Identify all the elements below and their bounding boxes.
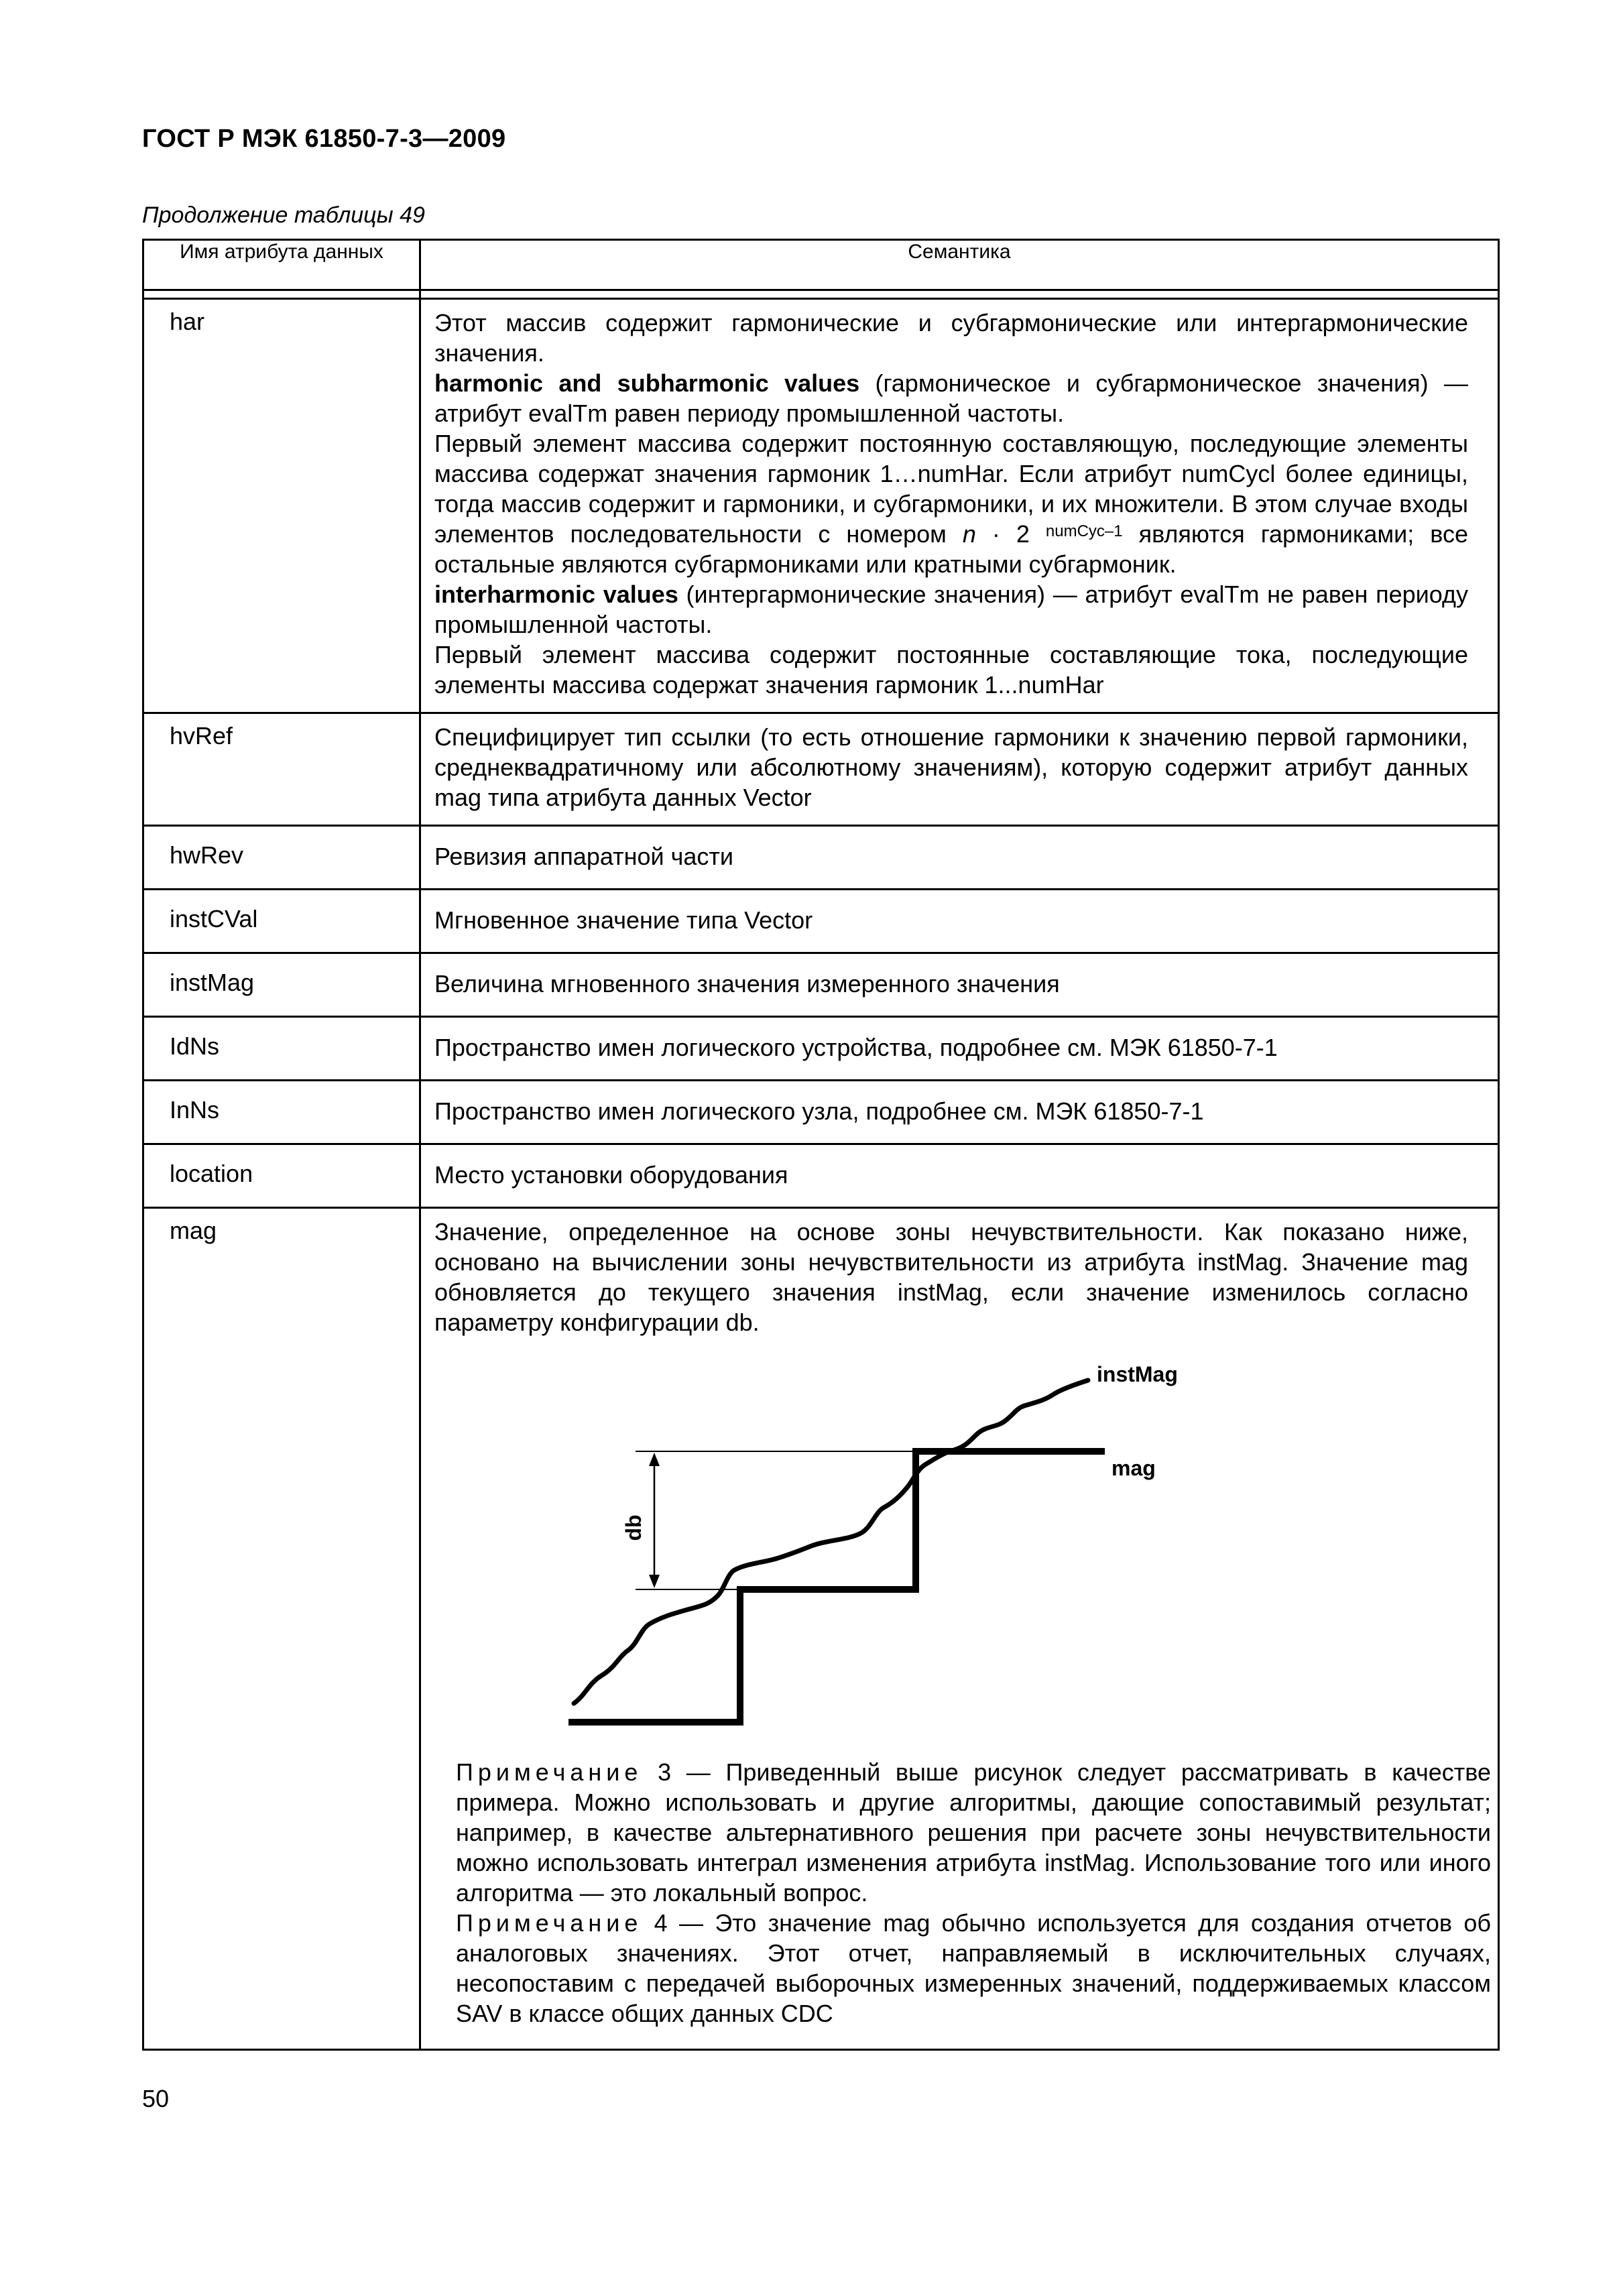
har-paragraph [434,428,1468,579]
table-caption: Продолжение таблицы 49 [142,202,425,228]
table-row [143,1208,1499,2050]
col2-header: Семантика [420,240,1499,290]
mag-step-line [568,1451,1105,1722]
attribute-semantics: Пространство имен логического устройства, подробнее см. МЭК 61850-7-1 [434,1034,1278,1061]
attribute-name: InNs [170,1096,220,1124]
har-paragraph: Первый элемент массива содержит постоянные составляющие тока, последующие элементы массива содержат значения гармоник 1...numHar [434,641,1468,699]
bold-term: interharmonic values [434,581,678,608]
har-text: Первый элемент массива содержит постоянную составляющую, последующие элементы массива содержат значения гармоник 1…numHar. Если атрибут numCycl более единицы, тогда массив содержит и гармоники, и субгармоники, и их множители. В этом случае входы элементов последовательности с номером [434,430,1468,548]
table-row [143,1017,1499,1081]
italic-n: n [962,520,976,548]
attribute-name: instCVal [170,905,258,932]
table-row [143,1144,1499,1208]
note-label: Примечание [456,1909,643,1937]
har-text: являются гармониками; все остальные являются субгармониками или кратными субгармоник. [434,520,1469,578]
attribute-name: hvRef [170,722,233,749]
document-header: ГОСТ Р МЭК 61850-7-3—2009 [142,125,506,153]
attribute-semantics: Ревизия аппаратной части [434,843,733,870]
superscript: numCyc–1 [1045,522,1123,540]
har-paragraph [434,579,1468,640]
attribute-semantics: Пространство имен логического узла, подробнее см. МЭК 61850-7-1 [434,1097,1204,1125]
deadband-figure [568,1355,1185,1737]
table-row [143,890,1499,953]
attribute-semantics: Мгновенное значение типа Vector [434,906,813,934]
arrow-head-up [649,1453,660,1466]
attribute-name: hwRev [170,841,244,869]
attribute-semantics [421,300,1498,712]
har-text: (гармоническое и субгармоническое значения) — атрибут evalTm равен периоду промышленной частоты. [434,369,1468,427]
bold-term: harmonic and subharmonic values [434,369,860,397]
db-label: db [621,1514,646,1541]
table-row [143,953,1499,1017]
attribute-semantics: Специфицирует тип ссылки (то есть отношение гармоники к значению первой гармоники, среднеквадратичному или абсолютному значениям), которую содержит атрибут данных mag типа атрибута данных Vector [434,723,1468,811]
attribute-name: instMag [170,969,255,996]
attribute-name: IdNs [170,1032,220,1060]
attribute-semantics: Значение, определенное на основе зоны нечувствительности. Как показано ниже, основано на вычислении зоны нечувствительности из атрибута instMag. Значение mag обновляется до текущего значения instMag, если значение изменилось согласно параметру конфигурации db. [434,1218,1468,1336]
har-text: (интергармонические значения) — атрибут evalTm не равен периоду промышленной частоты. [434,581,1468,638]
attribute-table [142,239,1500,2051]
note-4 [456,1908,1491,2029]
instmag-curve [574,1380,1088,1703]
table-header-row [143,240,1499,290]
har-paragraph [434,368,1468,428]
attribute-name: mag [170,1217,217,1244]
table-row [143,299,1499,713]
attribute-name: har [170,308,205,335]
table-row [143,1081,1499,1144]
table-row [143,713,1499,826]
note-text: 4 — Это значение mag обычно используется для создания отчетов об аналоговых значениях. Этот отчет, направляемый в исключительных случаях, несопоставим с передачей выборочных измеренных значений, поддерживаемых классом SAV в классе общих данных CDC [456,1909,1491,2027]
table-row [143,826,1499,890]
attribute-semantics: Величина мгновенного значения измеренного значения [434,970,1060,998]
instmag-label: instMag [1097,1362,1178,1386]
har-paragraph: Этот массив содержит гармонические и субгармонические или интергармонические значения. [434,309,1468,367]
note-3 [456,1757,1491,1908]
mag-label: mag [1111,1456,1156,1480]
note-block [421,1757,1498,2049]
note-label: Примечание [456,1758,643,1786]
attribute-semantics: Место установки оборудования [434,1161,788,1189]
page-number: 50 [142,2085,170,2112]
note-text: 3 — Приведенный выше рисунок следует рассматривать в качестве примера. Можно использовать и другие алгоритмы, дающие сопоставимый результат; например, в качестве альтернативного решения при расчете зоны нечувствительности можно использовать интеграл изменения атрибута instMag. Использование того или иного алгоритма — это локальный вопрос. [456,1758,1491,1907]
har-text: · 2 [975,520,1046,548]
col1-header: Имя атрибута данных [143,240,420,290]
attribute-name: location [170,1160,253,1187]
arrow-head-down [649,1575,660,1588]
